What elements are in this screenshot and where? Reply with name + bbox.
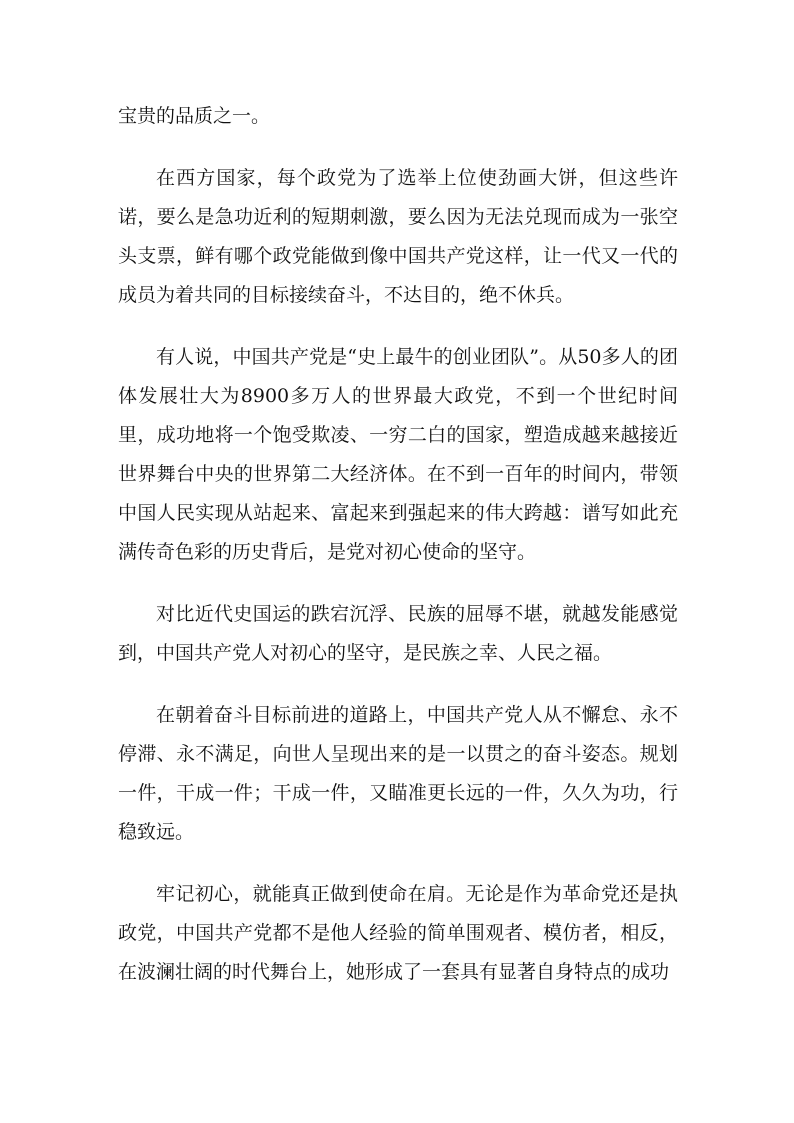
paragraph-modern-history: 对比近代史国运的跌宕沉浮、民族的屈辱不堪，就越发能感觉到，中国共产党人对初心的坚守，是民族之幸、人民之福。 xyxy=(118,603,678,664)
paragraph-startup-team: 有人说，中国共产党是“史上最牛的创业团队”。从50多人的团体发展壮大为8900多万人的世界最大政党，不到一个世纪时间里，成功地将一个饱受欺凌、一穷二白的国家，塑造成越来越接近世界舞台中央的世界第二大经济体。在不到一百年的时间内，带领中国人民实现从站起来、富起来到强起来的伟大跨越：谱写如此充满传奇色彩的历史背后，是党对初心使命的坚守。 xyxy=(118,346,678,563)
paragraph-continuation: 宝贵的品质之一。 xyxy=(118,105,271,127)
body-text xyxy=(118,97,678,1015)
paragraph-struggle-posture: 在朝着奋斗目标前进的道路上，中国共产党人从不懈怠、永不停滞、永不满足，向世人呈现出来的是一以贯之的奋斗姿态。规划一件，干成一件；干成一件，又瞄准更长远的一件，久久为功，行稳致远。 xyxy=(118,704,678,843)
paragraph-western-parties: 在西方国家，每个政党为了选举上位使劲画大饼，但这些许诺，要么是急功近利的短期刺激，要么因为无法兑现而成为一张空头支票，鲜有哪个政党能做到像中国共产党这样，让一代又一代的成员为着共同的目标接续奋斗，不达目的，绝不休兵。 xyxy=(118,167,678,306)
paragraph-original-mission: 牢记初心，就能真正做到使命在肩。无论是作为革命党还是执政党，中国共产党都不是他人经验的简单围观者、模仿者，相反，在波澜壮阔的时代舞台上，她形成了一套具有显著自身特点的成功 xyxy=(118,883,678,983)
